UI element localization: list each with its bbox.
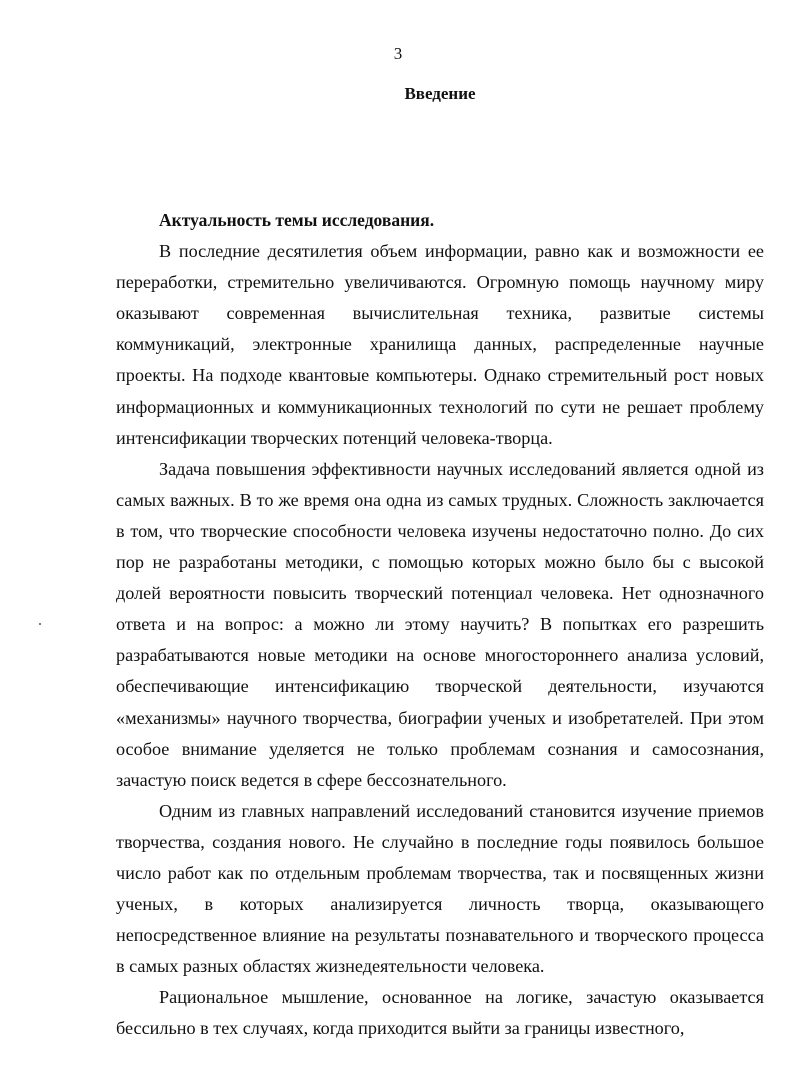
page-title: Введение <box>404 84 476 103</box>
scan-speck <box>39 623 41 625</box>
section-heading: Актуальность темы исследования. <box>159 210 435 230</box>
paragraph-3: Одним из главных направлений исследований становится изучение приемов творчества, создания нового. Не случайно в последние годы появилось большое число работ как по отдельным проблемам творчества, так и посвященных жизни ученых, в которых анализируется личность творца, оказывающего непосредственное влияние на результаты познавательного и творческого процесса в самых разных областях жизнедеятельности человека. <box>116 800 764 977</box>
paragraph-2: Задача повышения эффективности научных исследований является одной из самых важных. В то же время она одна из самых трудных. Сложность заключается в том, что творческие способности человека изучены недостаточно полно. До сих пор не разработаны методики, с помощью которых можно было бы с высокой долей вероятности повысить творческий потенциал человека. Нет однозначного ответа и на вопрос: а можно ли этому научить? В попытках его разрешить разрабатываются новые методики на основе многостороннего анализа условий, обеспечивающие интенсификацию творческой деятельности, изучаются «механизмы» научного творчества, биографии ученых и изобретателей. При этом особое внимание уделяется не только проблемам сознания и самосознания, зачастую поиск ведется в сфере бессознательного. <box>116 458 764 790</box>
paragraph-1: В последние десятилетия объем информации, равно как и возможности ее переработки, стремительно увеличиваются. Огромную помощь научному миру оказывают современная вычислительная техника, развитые системы коммуникаций, электронные хранилища данных, распределенные научные проекты. На подходе квантовые компьютеры. Однако стремительный рост новых информационных и коммуникационных технологий по сути не решает проблему интенсификации творческих потенций человека-творца. <box>116 241 764 448</box>
body-text <box>116 205 764 1045</box>
paragraph-4: Рациональное мышление, основанное на логике, зачастую оказывается бессильно в тех случаях, когда приходится выйти за границы известного, <box>116 987 764 1039</box>
page-number: 3 <box>393 44 403 63</box>
